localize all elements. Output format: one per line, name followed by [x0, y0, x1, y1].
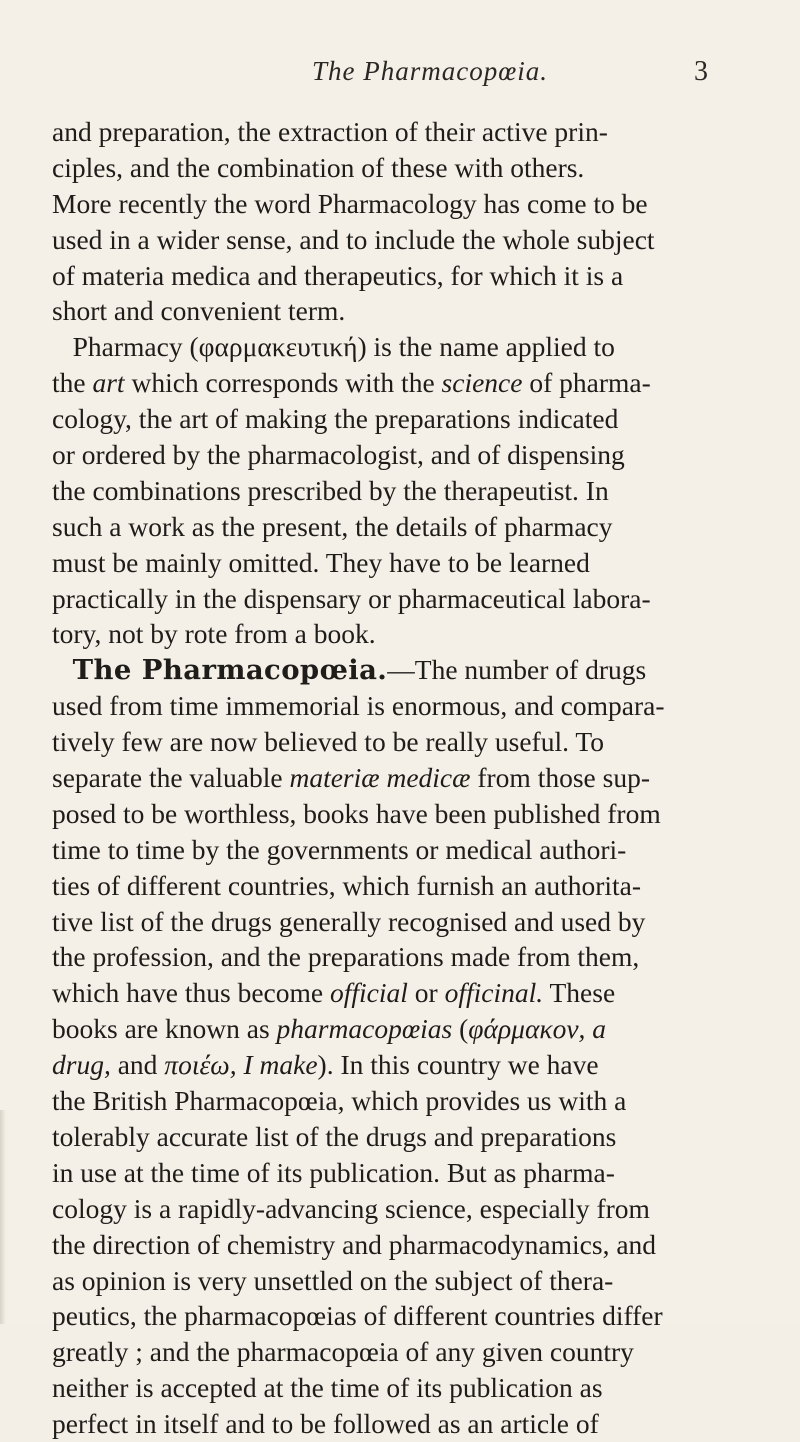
text-run: ). In this country we have — [317, 1049, 599, 1081]
text-line — [52, 975, 772, 1011]
text-line: practically in the dispensary or pharmaceutical labora- — [52, 582, 651, 614]
italic-term-science: science — [441, 367, 523, 399]
text-line: perfect in itself and to be followed as an article of — [52, 1408, 599, 1440]
text-line: of materia medica and therapeutics, for which it is a — [52, 259, 624, 291]
italic-term-officinal: officinal. — [444, 977, 544, 1009]
text-line: in use at the time of its publication. But as pharma- — [52, 1156, 615, 1188]
section-heading: The Pharmacopœia. — [72, 654, 388, 687]
text-run: These — [543, 977, 616, 1009]
italic-term-art: art — [92, 367, 125, 399]
text-run: or — [407, 977, 445, 1009]
greek-pharmakon: φάρμακον, a — [468, 1013, 607, 1045]
text-line: tolerably accurate list of the drugs and preparations — [52, 1120, 617, 1152]
text-line: ciples, and the combination of these with others. — [52, 151, 585, 183]
text-line: or ordered by the pharmacologist, and of dispensing — [52, 439, 625, 471]
italic-term-official: official — [329, 977, 408, 1009]
text-line — [52, 760, 772, 796]
text-line: short and convenient term. — [52, 295, 346, 327]
text-line: and preparation, the extraction of their active prin- — [52, 116, 608, 147]
text-line — [52, 329, 772, 365]
text-line: the profession, and the preparations made from them, — [52, 941, 640, 973]
text-run: which corresponds with the — [124, 367, 442, 399]
text-run: which have thus become — [52, 977, 330, 1009]
text-line: cology is a rapidly-advancing science, especially from — [52, 1192, 650, 1224]
greek-term: (φαρμακευτική) — [189, 331, 367, 363]
text-line: More recently the word Pharmacology has come to be — [52, 187, 648, 219]
italic-term-pharmacopoeias: pharmacopœias — [276, 1013, 453, 1045]
term-pharmacy: Pharmacy — [72, 331, 183, 363]
text-line: used in a wider sense, and to include the whole subject — [52, 223, 655, 255]
text-line — [52, 365, 772, 401]
text-run: is the name applied to — [366, 331, 615, 363]
text-line: peutics, the pharmacopœias of different countries differ — [52, 1300, 663, 1332]
text-run: separate the valuable — [52, 762, 290, 794]
text-line: ties of different countries, which furnish an authorita- — [52, 869, 642, 901]
text-line: tive list of the drugs generally recognised and used by — [52, 905, 646, 937]
text-run: books are known as — [52, 1013, 277, 1045]
text-line: as opinion is very unsettled on the subject of thera- — [52, 1264, 614, 1296]
text-line: posed to be worthless, books have been published from — [52, 797, 661, 829]
text-run: the — [52, 367, 93, 399]
text-line: greatly ; and the pharmacopœia of any given country — [52, 1336, 634, 1368]
text-run: of pharma- — [522, 367, 651, 399]
italic-term-materiae-medicae: materiæ medicæ — [289, 762, 471, 794]
text-line — [52, 652, 772, 688]
text-run: ( — [452, 1013, 469, 1045]
text-line: used from time immemorial is enormous, and compara- — [52, 690, 665, 722]
body-text — [52, 114, 772, 1442]
text-line: must be mainly omitted. They have to be learned — [52, 546, 590, 578]
text-line: the combinations prescribed by the therapeutist. In — [52, 474, 609, 506]
text-line: the direction of chemistry and pharmacodynamics, and — [52, 1228, 657, 1260]
text-line: neither is accepted at the time of its publication as — [52, 1372, 603, 1404]
text-line — [52, 1011, 772, 1047]
text-line: such a work as the present, the details of pharmacy — [52, 510, 613, 542]
text-run: and — [110, 1049, 165, 1081]
running-header: The Pharmacopœia. — [312, 56, 548, 86]
text-line: time to time by the governments or medical authori- — [52, 833, 627, 865]
text-run: from those sup- — [470, 762, 650, 794]
text-line: cology, the art of making the preparations indicated — [52, 403, 619, 435]
page-edge-shadow — [0, 1110, 6, 1324]
text-run: —The number of drugs — [387, 654, 647, 686]
page-number: 3 — [694, 56, 708, 87]
greek-poieo: ποιέω, I make — [164, 1049, 318, 1081]
text-line: tory, not by rote from a book. — [52, 618, 376, 650]
text-line: tively few are now believed to be really useful. To — [52, 726, 604, 758]
italic-term-drug: drug, — [52, 1049, 111, 1081]
text-line: the British Pharmacopœia, which provides us with a — [52, 1085, 627, 1117]
text-line — [52, 1047, 772, 1083]
